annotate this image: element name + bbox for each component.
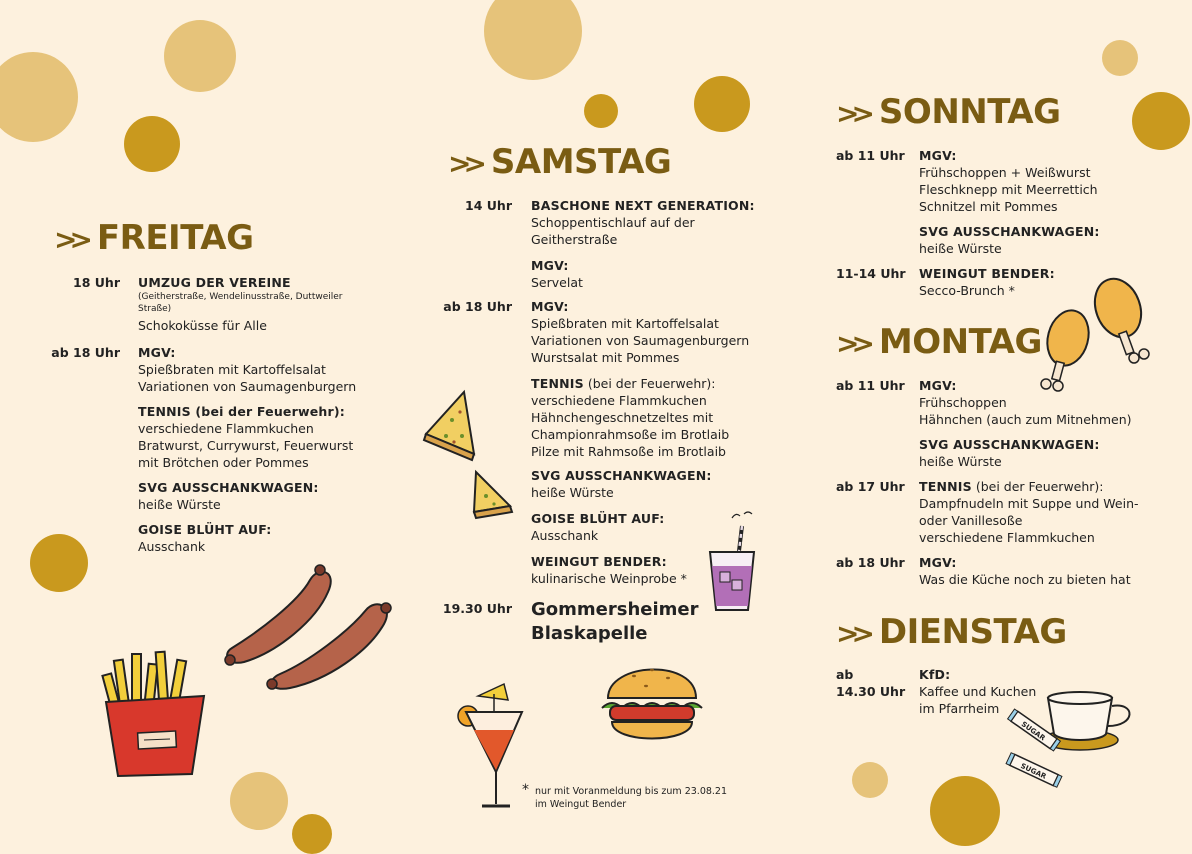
sugar-label: SUGAR — [1019, 720, 1047, 743]
entry-line: Championrahmsoße im Brotlaib — [531, 427, 730, 442]
friday-entry-svg — [138, 479, 319, 513]
entry-title: WEINGUT BENDER: — [919, 266, 1055, 281]
decor-dot — [852, 762, 888, 798]
entry-line: Frühschoppen + Weißwurst — [919, 165, 1091, 180]
entry-line: Dampfnudeln mit Suppe und Wein- — [919, 496, 1139, 511]
footnote-line: im Weingut Bender — [535, 799, 627, 810]
decor-dot — [0, 52, 78, 142]
entry-title: SVG AUSSCHANKWAGEN: — [919, 224, 1100, 239]
heading-samstag — [448, 142, 671, 182]
entry-title-rest: (bei der Feuerwehr): — [583, 376, 716, 391]
entry-title: BASCHONE NEXT GENERATION: — [531, 198, 755, 213]
entry-line: Ausschank — [138, 539, 206, 554]
entry-line: heiße Würste — [531, 485, 614, 500]
decor-dot — [484, 0, 582, 80]
entry-line: Pilze mit Rahmsoße im Brotlaib — [531, 444, 726, 459]
footnote-star: * — [522, 782, 529, 798]
decor-dot — [1102, 40, 1138, 76]
entry-title: MGV: — [919, 378, 957, 393]
entry-line: Wurstsalat mit Pommes — [531, 350, 680, 365]
saturday-entry-weingut — [531, 553, 687, 587]
entry-line: Geitherstraße — [531, 232, 618, 247]
heading-text: SAMSTAG — [490, 142, 672, 182]
entry-line: Spießbraten mit Kartoffelsalat — [138, 362, 326, 377]
entry-line: oder Vanillesoße — [919, 513, 1023, 528]
entry-line: Was die Küche noch zu bieten hat — [919, 572, 1131, 587]
footnote-line: nur mit Voranmeldung bis zum 23.08.21 — [535, 786, 728, 797]
heading-freitag — [54, 218, 253, 258]
entry-line: Kaffee und Kuchen — [919, 684, 1037, 699]
heading-text: SONNTAG — [878, 92, 1061, 132]
pizza-icon — [470, 468, 516, 520]
entry-line: heiße Würste — [138, 497, 221, 512]
decor-dot — [584, 94, 618, 128]
chevron-icon: >> — [448, 147, 479, 180]
decor-dot — [694, 76, 750, 132]
entry-time: 18 Uhr — [73, 275, 120, 290]
entry-time: ab 18 Uhr — [51, 345, 120, 360]
entry-title: SVG AUSSCHANKWAGEN: — [919, 437, 1100, 452]
friday-entry-goise — [138, 521, 271, 555]
entry-title: Blaskapelle — [531, 623, 648, 644]
entry-line: Hähnchen (auch zum Mitnehmen) — [919, 412, 1132, 427]
entry-line: heiße Würste — [919, 454, 1002, 469]
entry-title: TENNIS — [919, 479, 972, 494]
entry-time: 19.30 Uhr — [442, 601, 512, 616]
entry-title: TENNIS (bei der Feuerwehr): — [138, 404, 345, 419]
chevron-icon: >> — [836, 97, 867, 130]
decor-dot — [1132, 92, 1190, 150]
chevron-icon: >> — [836, 327, 867, 360]
entry-time: 11-14 Uhr — [836, 266, 906, 281]
entry-line: im Pfarrheim — [919, 701, 1000, 716]
entry-time: ab 17 Uhr — [836, 479, 905, 494]
saturday-entry-svg — [531, 467, 712, 501]
entry-title: SVG AUSSCHANKWAGEN: — [531, 468, 712, 483]
entry-time: ab 18 Uhr — [443, 299, 512, 314]
sunday-entry-svg — [919, 223, 1100, 257]
cocktail-icon — [452, 676, 532, 816]
saturday-entry-mgv-servelat — [531, 257, 583, 291]
drink-icon — [700, 506, 760, 616]
entry-line: Variationen von Saumagenburgern — [531, 333, 750, 348]
entry-title: MGV: — [531, 258, 569, 273]
entry-line: verschiedene Flammkuchen — [531, 393, 707, 408]
entry-time: ab 11 Uhr — [836, 378, 905, 393]
entry-line: mit Brötchen oder Pommes — [138, 455, 309, 470]
entry-title: SVG AUSSCHANKWAGEN: — [138, 480, 319, 495]
entry-line: Hähnchengeschnetzeltes mit — [531, 410, 714, 425]
entry-line: Secco-Brunch * — [919, 283, 1015, 298]
entry-line: Servelat — [531, 275, 583, 290]
entry-time: 14 Uhr — [465, 198, 512, 213]
heading-text: MONTAG — [878, 322, 1042, 362]
entry-title: GOISE BLÜHT AUF: — [531, 511, 665, 526]
chevron-icon: >> — [54, 223, 85, 256]
entry-line: kulinarische Weinprobe * — [531, 571, 687, 586]
entry-title: WEINGUT BENDER: — [531, 554, 667, 569]
heading-dienstag — [836, 612, 1067, 652]
entry-line: Variationen von Saumagenburgern — [138, 379, 357, 394]
sausage-icon — [218, 562, 398, 702]
entry-title: KfD: — [919, 667, 951, 682]
entry-title: MGV: — [919, 148, 957, 163]
chicken-leg-icon — [1034, 276, 1150, 392]
entry-title-rest: (bei der Feuerwehr): — [971, 479, 1104, 494]
fries-icon — [100, 650, 210, 780]
entry-line: Bratwurst, Currywurst, Feuerwurst — [138, 438, 354, 453]
entry-line: Spießbraten mit Kartoffelsalat — [531, 316, 719, 331]
entry-time: ab 11 Uhr — [836, 148, 905, 163]
entry-note: Straße) — [138, 304, 172, 314]
entry-line: verschiedene Flammkuchen — [919, 530, 1095, 545]
entry-line: verschiedene Flammkuchen — [138, 421, 314, 436]
chevron-icon: >> — [836, 617, 867, 650]
heading-text: DIENSTAG — [878, 612, 1067, 652]
entry-line: Schoppentischlauf auf der — [531, 215, 695, 230]
entry-time-line: ab — [836, 667, 854, 682]
saturday-entry-goise — [531, 510, 664, 544]
entry-title: TENNIS — [531, 376, 584, 391]
heading-montag — [836, 322, 1042, 362]
decor-dot — [164, 20, 236, 92]
decor-dot — [230, 772, 288, 830]
saturday-entry-tennis — [531, 375, 729, 460]
decor-dot — [292, 814, 332, 854]
entry-line: Frühschoppen — [919, 395, 1007, 410]
burger-icon — [600, 652, 704, 748]
entry-time-line: 14.30 Uhr — [836, 684, 906, 699]
monday-entry-svg — [919, 436, 1100, 470]
sugar-packet-icon — [1004, 708, 1064, 792]
sugar-label: SUGAR — [1019, 761, 1048, 781]
entry-line: Fleschknepp mit Meerrettich — [919, 182, 1098, 197]
entry-line: heiße Würste — [919, 241, 1002, 256]
entry-note: (Geitherstraße, Wendelinusstraße, Duttweiler — [138, 292, 343, 302]
friday-entry-tennis — [138, 403, 353, 471]
entry-line: Schnitzel mit Pommes — [919, 199, 1058, 214]
entry-time — [836, 666, 905, 700]
decor-dot — [930, 776, 1000, 846]
entry-title: MGV: — [531, 299, 569, 314]
heading-sonntag — [836, 92, 1061, 132]
decor-dot — [124, 116, 180, 172]
entry-title: UMZUG DER VEREINE — [138, 275, 291, 290]
entry-line: Ausschank — [531, 528, 599, 543]
entry-time: ab 18 Uhr — [836, 555, 905, 570]
entry-title: GOISE BLÜHT AUF: — [138, 522, 272, 537]
entry-title: Gommersheimer — [531, 599, 699, 620]
decor-dot — [30, 534, 88, 592]
entry-line: Schokoküsse für Alle — [138, 318, 267, 333]
heading-text: FREITAG — [96, 218, 254, 258]
pizza-icon — [422, 390, 482, 460]
entry-title: MGV: — [138, 345, 176, 360]
entry-title: MGV: — [919, 555, 957, 570]
